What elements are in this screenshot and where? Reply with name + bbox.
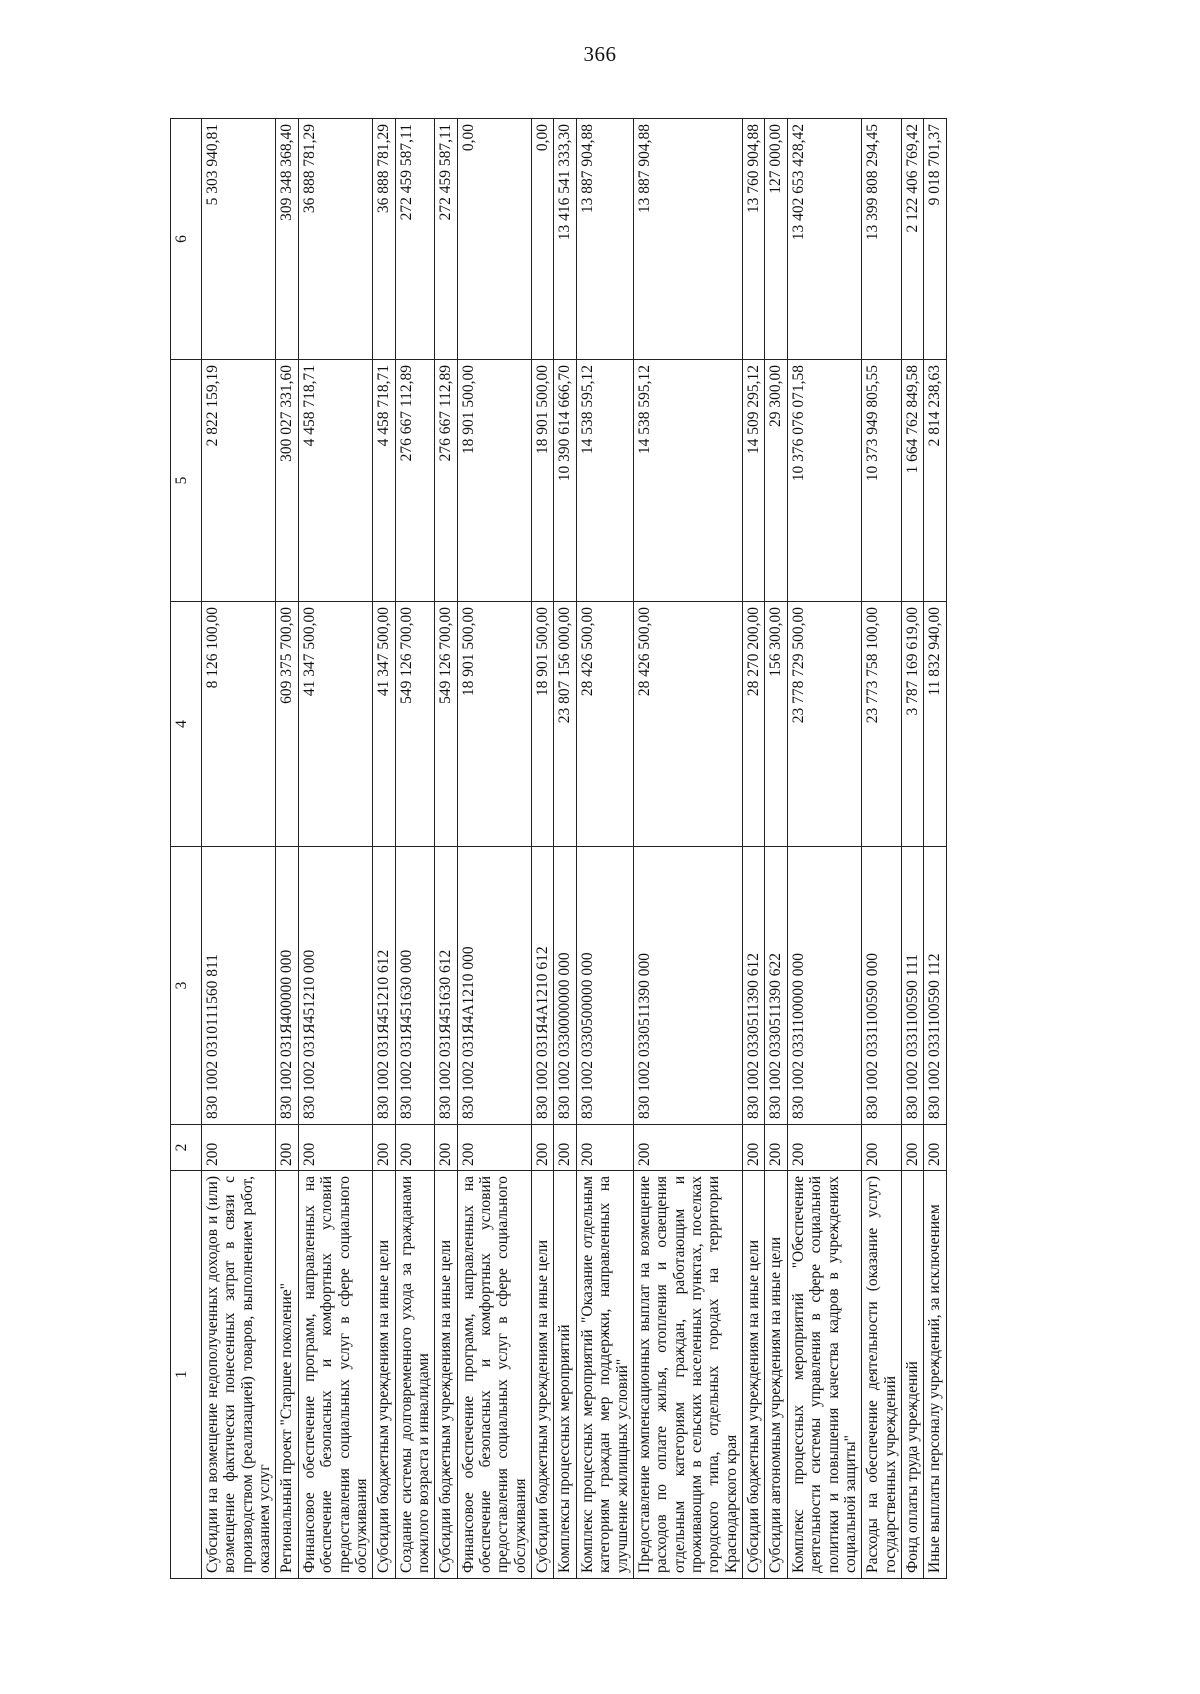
row-value-6: 5 303 940,81 xyxy=(202,119,276,360)
row-code: 200 xyxy=(743,1125,765,1171)
table-row xyxy=(787,119,861,1579)
row-code: 200 xyxy=(373,1125,395,1171)
row-code: 200 xyxy=(435,1125,457,1171)
row-name: Финансовое обеспечение программ, направленных на обеспечение безопасных и комфортных условий предоставления социальных услуг в сфере социального обслуживания xyxy=(298,1171,372,1579)
row-kbk: 830 1002 031Я451210 000 xyxy=(298,847,372,1125)
column-header-3: 3 xyxy=(171,847,202,1125)
column-header-1: 1 xyxy=(171,1171,202,1579)
table-row xyxy=(633,119,742,1579)
row-value-5: 10 376 076 071,58 xyxy=(787,360,861,602)
row-value-4: 549 126 700,00 xyxy=(435,602,457,847)
row-value-4: 549 126 700,00 xyxy=(395,602,435,847)
row-kbk: 830 1002 0331100590 112 xyxy=(924,847,946,1125)
row-value-4: 28 426 500,00 xyxy=(576,602,633,847)
row-value-6: 272 459 587,11 xyxy=(395,119,435,360)
row-value-5: 14 538 595,12 xyxy=(633,360,742,602)
row-value-6: 272 459 587,11 xyxy=(435,119,457,360)
page-number: 366 xyxy=(583,42,617,66)
row-value-5: 10 373 949 805,55 xyxy=(862,360,902,602)
table-row xyxy=(765,119,787,1579)
row-kbk: 830 1002 0330511390 622 xyxy=(765,847,787,1125)
row-value-6: 13 416 541 333,30 xyxy=(554,119,576,360)
table-row xyxy=(373,119,395,1579)
row-name: Региональный проект "Старшее поколение" xyxy=(276,1171,298,1579)
rotated-table-wrapper xyxy=(170,119,1190,1579)
table-row xyxy=(395,119,435,1579)
row-value-4: 41 347 500,00 xyxy=(298,602,372,847)
row-name: Субсидии бюджетным учреждениям на иные цели xyxy=(373,1171,395,1579)
row-kbk: 830 1002 0330511390 612 xyxy=(743,847,765,1125)
row-value-6: 13 887 904,88 xyxy=(633,119,742,360)
row-kbk: 830 1002 031Я4А1210 612 xyxy=(532,847,554,1125)
row-kbk: 830 1002 031Я451210 612 xyxy=(373,847,395,1125)
table-row xyxy=(743,119,765,1579)
row-value-6: 127 000,00 xyxy=(765,119,787,360)
row-value-6: 0,00 xyxy=(457,119,531,360)
row-name: Субсидии бюджетным учреждениям на иные цели xyxy=(743,1171,765,1579)
row-value-4: 18 901 500,00 xyxy=(532,602,554,847)
row-kbk: 830 1002 0310111560 811 xyxy=(202,847,276,1125)
table-row xyxy=(862,119,902,1579)
table-row xyxy=(202,119,276,1579)
row-value-4: 28 426 500,00 xyxy=(633,602,742,847)
row-value-5: 276 667 112,89 xyxy=(435,360,457,602)
row-code: 200 xyxy=(202,1125,276,1171)
row-value-5: 14 509 295,12 xyxy=(743,360,765,602)
column-header-6: 6 xyxy=(171,119,202,360)
row-kbk: 830 1002 0331100590 000 xyxy=(862,847,902,1125)
row-value-6: 0,00 xyxy=(532,119,554,360)
row-value-4: 11 832 940,00 xyxy=(924,602,946,847)
row-kbk: 830 1002 031Я451630 000 xyxy=(395,847,435,1125)
row-name: Иные выплаты персоналу учреждений, за исключением xyxy=(924,1171,946,1579)
row-value-5: 2 822 159,19 xyxy=(202,360,276,602)
table-row xyxy=(457,119,531,1579)
row-value-4: 23 807 156 000,00 xyxy=(554,602,576,847)
row-value-4: 23 773 758 100,00 xyxy=(862,602,902,847)
row-code: 200 xyxy=(276,1125,298,1171)
row-kbk: 830 1002 031Я4А1210 000 xyxy=(457,847,531,1125)
row-value-4: 156 300,00 xyxy=(765,602,787,847)
row-kbk: 830 1002 0330000000 000 xyxy=(554,847,576,1125)
row-code: 200 xyxy=(901,1125,923,1171)
row-value-6: 36 888 781,29 xyxy=(298,119,372,360)
row-code: 200 xyxy=(787,1125,861,1171)
row-kbk: 830 1002 0331100590 111 xyxy=(901,847,923,1125)
table-row xyxy=(576,119,633,1579)
row-name: Субсидии бюджетным учреждениям на иные цели xyxy=(532,1171,554,1579)
row-value-4: 3 787 169 619,00 xyxy=(901,602,923,847)
column-header-5: 5 xyxy=(171,360,202,602)
row-name: Субсидии бюджетным учреждениям на иные цели xyxy=(435,1171,457,1579)
table-header-row xyxy=(171,119,202,1579)
table-row xyxy=(298,119,372,1579)
table-row xyxy=(901,119,923,1579)
row-value-6: 13 887 904,88 xyxy=(576,119,633,360)
row-code: 200 xyxy=(765,1125,787,1171)
row-name: Комплекс процессных мероприятий "Обеспечение деятельности системы управления в сфере социальной политики и повышения качества кадров в учреждениях социальной защиты" xyxy=(787,1171,861,1579)
column-header-2: 2 xyxy=(171,1125,202,1171)
row-kbk: 830 1002 0330500000 000 xyxy=(576,847,633,1125)
row-value-4: 41 347 500,00 xyxy=(373,602,395,847)
row-code: 200 xyxy=(532,1125,554,1171)
row-value-5: 29 300,00 xyxy=(765,360,787,602)
row-value-5: 2 814 238,63 xyxy=(924,360,946,602)
row-name: Предоставление компенсационных выплат на возмещение расходов по оплате жилья, отопления и освещения отдельным категориям граждан, работающим и проживающим в сельских населенных пунктах, поселках городского типа, отдельных городах на территории Краснодарского края xyxy=(633,1171,742,1579)
row-value-5: 1 664 762 849,58 xyxy=(901,360,923,602)
row-kbk: 830 1002 031Я451630 612 xyxy=(435,847,457,1125)
row-value-6: 9 018 701,37 xyxy=(924,119,946,360)
row-value-6: 13 760 904,88 xyxy=(743,119,765,360)
row-code: 200 xyxy=(298,1125,372,1171)
row-name: Субсидии автономным учреждениям на иные цели xyxy=(765,1171,787,1579)
row-value-4: 28 270 200,00 xyxy=(743,602,765,847)
column-header-4: 4 xyxy=(171,602,202,847)
row-code: 200 xyxy=(457,1125,531,1171)
row-value-5: 300 027 331,60 xyxy=(276,360,298,602)
row-kbk: 830 1002 0331100000 000 xyxy=(787,847,861,1125)
row-code: 200 xyxy=(576,1125,633,1171)
row-name: Субсидии на возмещение недополученных доходов и (или) возмещение фактически понесенных затрат в связи с производством (реализацией) товаров, выполнением работ, оказанием услуг xyxy=(202,1171,276,1579)
row-value-6: 13 399 808 294,45 xyxy=(862,119,902,360)
row-value-5: 18 901 500,00 xyxy=(532,360,554,602)
row-value-4: 8 126 100,00 xyxy=(202,602,276,847)
row-value-5: 276 667 112,89 xyxy=(395,360,435,602)
table-row xyxy=(532,119,554,1579)
row-value-6: 2 122 406 769,42 xyxy=(901,119,923,360)
row-kbk: 830 1002 0330511390 000 xyxy=(633,847,742,1125)
row-code: 200 xyxy=(554,1125,576,1171)
row-value-5: 18 901 500,00 xyxy=(457,360,531,602)
row-value-6: 13 402 653 428,42 xyxy=(787,119,861,360)
row-kbk: 830 1002 031Я400000 000 xyxy=(276,847,298,1125)
row-value-5: 10 390 614 666,70 xyxy=(554,360,576,602)
row-value-4: 18 901 500,00 xyxy=(457,602,531,847)
row-value-4: 609 375 700,00 xyxy=(276,602,298,847)
row-code: 200 xyxy=(633,1125,742,1171)
row-value-6: 36 888 781,29 xyxy=(373,119,395,360)
table-row xyxy=(924,119,946,1579)
row-name: Комплексы процессных мероприятий xyxy=(554,1171,576,1579)
table-row xyxy=(276,119,298,1579)
row-name: Комплекс процессных мероприятий "Оказание отдельным категориям граждан мер поддержки, направленных на улучшение жилищных условий" xyxy=(576,1171,633,1579)
table-row xyxy=(435,119,457,1579)
row-value-4: 23 778 729 500,00 xyxy=(787,602,861,847)
row-value-6: 309 348 368,40 xyxy=(276,119,298,360)
row-value-5: 4 458 718,71 xyxy=(373,360,395,602)
row-name: Финансовое обеспечение программ, направленных на обеспечение безопасных и комфортных условий предоставления социальных услуг в сфере социального обслуживания xyxy=(457,1171,531,1579)
row-value-5: 14 538 595,12 xyxy=(576,360,633,602)
row-name: Фонд оплаты труда учреждений xyxy=(901,1171,923,1579)
row-value-5: 4 458 718,71 xyxy=(298,360,372,602)
table-row xyxy=(554,119,576,1579)
row-code: 200 xyxy=(924,1125,946,1171)
row-code: 200 xyxy=(862,1125,902,1171)
budget-table xyxy=(170,118,947,1579)
row-code: 200 xyxy=(395,1125,435,1171)
row-name: Создание системы долговременного ухода за гражданами пожилого возраста и инвалидами xyxy=(395,1171,435,1579)
row-name: Расходы на обеспечение деятельности (оказание услуг) государственных учреждений xyxy=(862,1171,902,1579)
